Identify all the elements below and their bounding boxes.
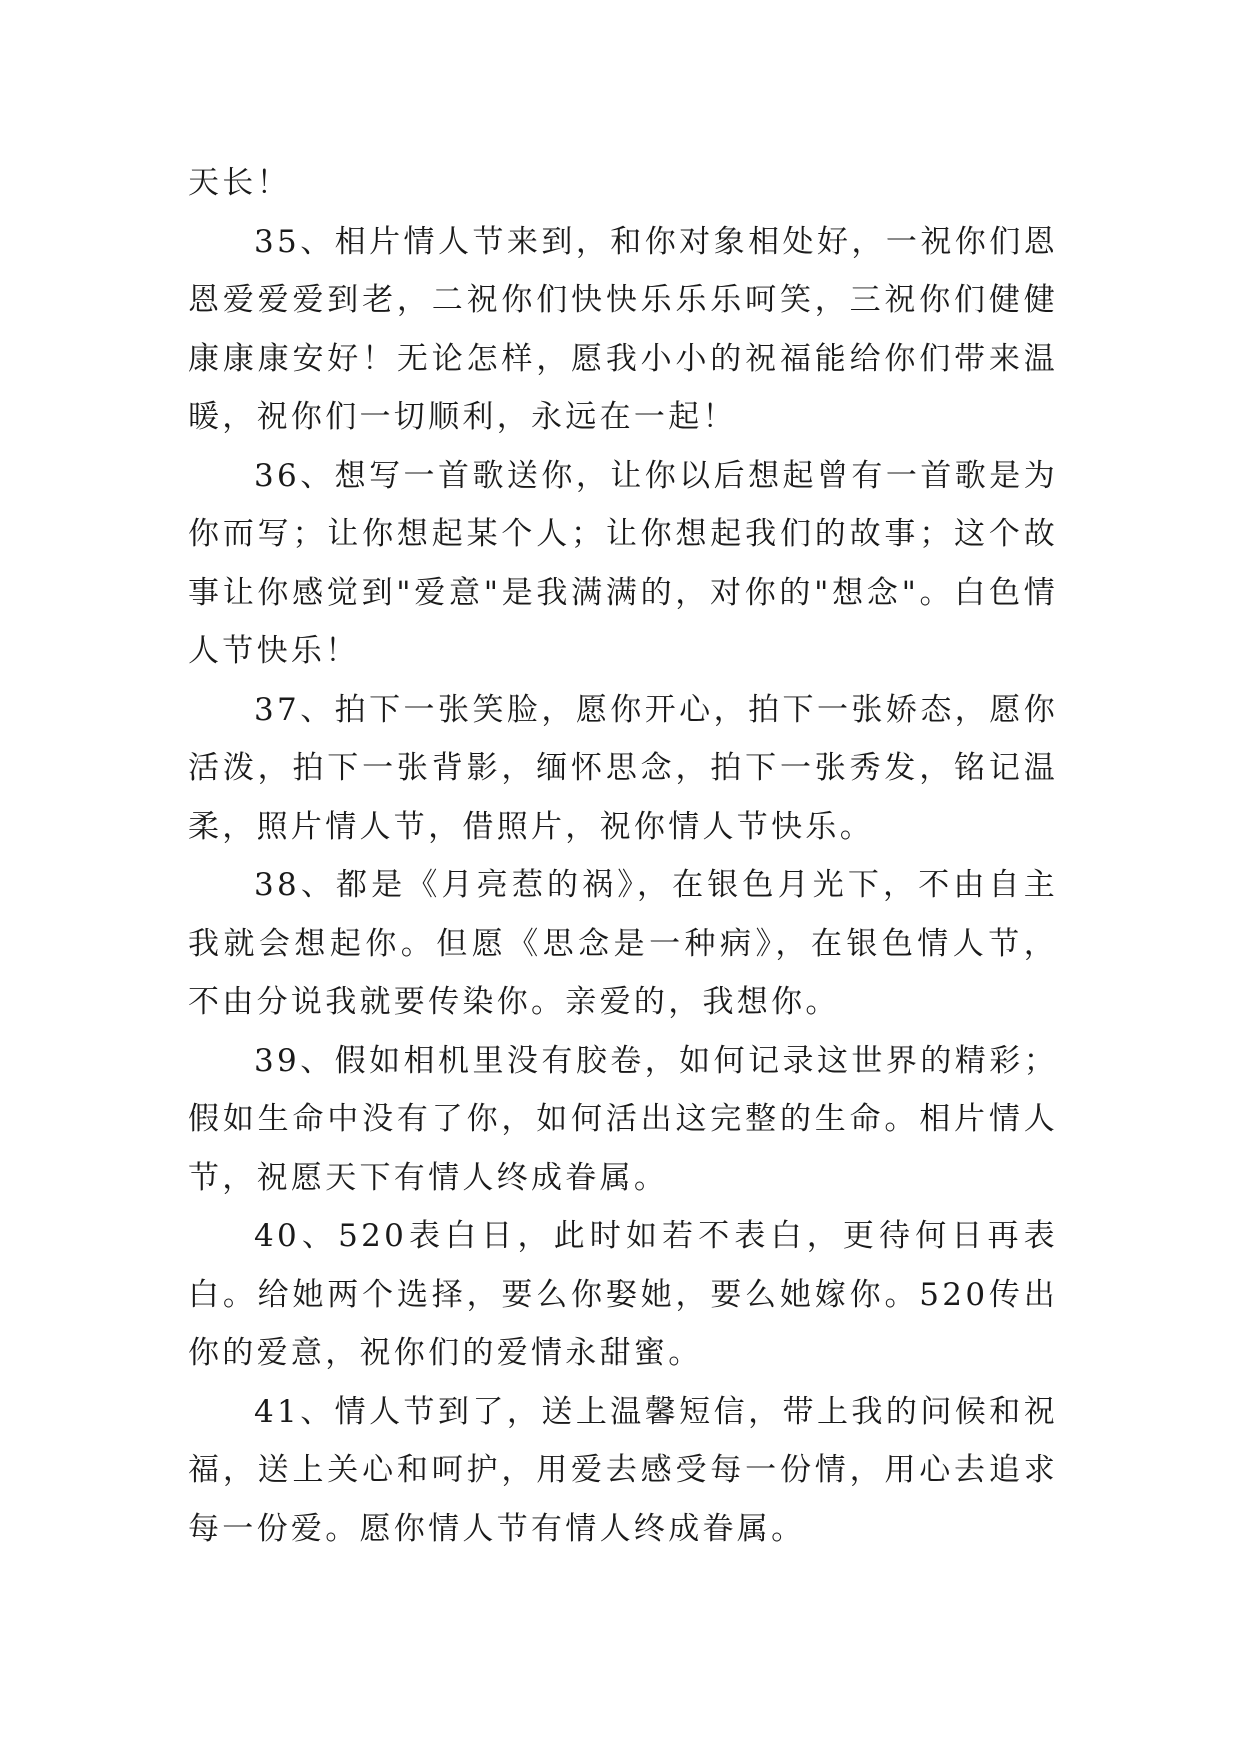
document-body — [188, 154, 1058, 1558]
paragraph-41: 41、情人节到了，送上温馨短信，带上我的问候和祝福，送上关心和呵护，用爱去感受每一份情，用心去追求每一份爱。愿你情人节有情人终成眷属。 — [188, 1393, 1058, 1547]
paragraph-39: 39、假如相机里没有胶卷，如何记录这世界的精彩；假如生命中没有了你，如何活出这完整的生命。相片情人节，祝愿天下有情人终成眷属。 — [188, 1042, 1058, 1196]
paragraph-continuation: 天长！ — [188, 165, 291, 201]
paragraph-40: 40、520表白日，此时如若不表白，更待何日再表白。给她两个选择，要么你娶她，要么她嫁你。520传出你的爱意，祝你们的爱情永甜蜜。 — [188, 1218, 1058, 1371]
paragraph-36: 36、想写一首歌送你，让你以后想起曾有一首歌是为你而写；让你想起某个人；让你想起我们的故事；这个故事让你感觉到"爱意"是我满满的，对你的"想念"。白色情人节快乐！ — [188, 457, 1058, 669]
paragraph-38: 38、都是《月亮惹的祸》，在银色月光下，不由自主我就会想起你。但愿《思念是一种病》，在银色情人节，不由分说我就要传染你。亲爱的，我想你。 — [188, 867, 1058, 1020]
paragraph-37: 37、拍下一张笑脸，愿你开心，拍下一张娇态，愿你活泼，拍下一张背影，缅怀思念，拍下一张秀发，铭记温柔，照片情人节，借照片，祝你情人节快乐。 — [188, 691, 1058, 845]
paragraph-35: 35、相片情人节来到，和你对象相处好，一祝你们恩恩爱爱爱到老，二祝你们快快乐乐乐呵笑，三祝你们健健康康康安好！无论怎样，愿我小小的祝福能给你们带来温暖，祝你们一切顺利，永远在一起！ — [188, 223, 1058, 435]
